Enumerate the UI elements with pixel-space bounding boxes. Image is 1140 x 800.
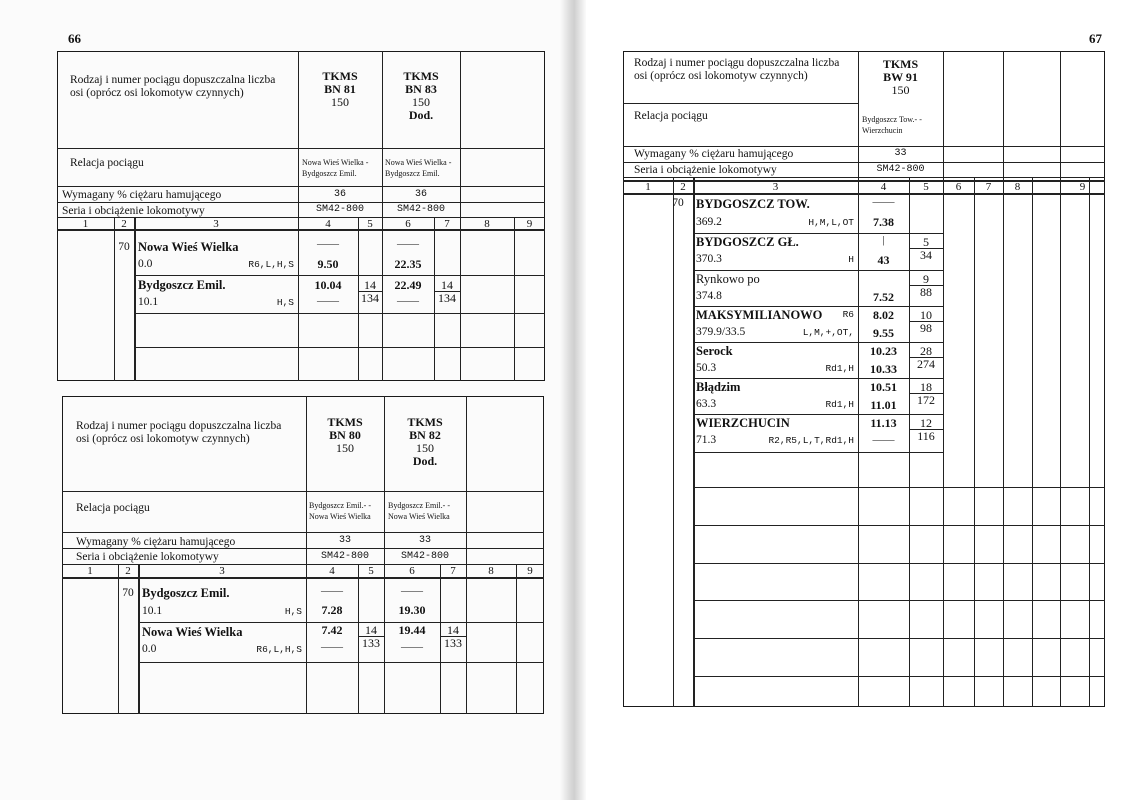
max-speed: 70 xyxy=(122,587,134,599)
relation-bn82: Bydgoszcz Emil.- - Nowa Wieś Wielka xyxy=(388,501,450,521)
col-number: 7 xyxy=(444,218,450,230)
running-time: $\frac{9}{88}$ xyxy=(909,273,943,298)
braking-label: Wymagany % ciężaru hamującego xyxy=(62,189,222,201)
station-name: WIERZCHUCIN xyxy=(696,416,790,430)
departure-time: —— xyxy=(397,295,419,307)
braking-label: Wymagany % ciężaru hamującego xyxy=(76,536,236,548)
arrival-time: —— xyxy=(321,585,343,597)
station-codes: H,S xyxy=(276,297,294,308)
loco-bw91: SM42-800 xyxy=(876,164,925,175)
train-column-bn83: TKMS BN 83 150 Dod. xyxy=(403,69,439,122)
col-number: 3 xyxy=(772,181,779,193)
station-codes: R6,L,H,S xyxy=(256,644,302,655)
station-name: Błądzim xyxy=(696,380,741,394)
braking-bw91: 33 xyxy=(894,148,907,159)
station-codes: H,M,L,OT xyxy=(808,217,854,228)
col-number: 2 xyxy=(680,181,686,193)
relation-label: Relacja pociągu xyxy=(634,110,708,122)
departure-time: 9.50 xyxy=(317,257,339,271)
right-page xyxy=(570,0,1140,800)
departure-time: —— xyxy=(872,434,895,446)
col-number: 9 xyxy=(526,218,533,230)
braking-bn81: 36 xyxy=(333,189,346,200)
page-number: 66 xyxy=(68,31,81,46)
loco-bn83: SM42-800 xyxy=(396,204,445,215)
col-number: 1 xyxy=(87,565,93,577)
col-number: 5 xyxy=(368,565,374,577)
col-number: 8 xyxy=(484,218,490,230)
station-km: 379.9/33.5 xyxy=(696,326,746,338)
station-name-code: R6 xyxy=(842,309,854,320)
train-header-label: Rodzaj i numer pociągu dopuszczalna liczba osi (oprócz osi lokomotyw czynnych) xyxy=(76,420,282,445)
col-number: 3 xyxy=(219,565,225,577)
station-km: 10.1 xyxy=(142,605,163,617)
col-number: 7 xyxy=(450,565,456,577)
running-time: $\frac{12}{116}$ xyxy=(909,417,943,442)
col-number: 3 xyxy=(213,218,219,230)
loco-bn80: SM42-800 xyxy=(320,551,369,562)
departure-time: 22.35 xyxy=(394,257,422,271)
page-number: 67 xyxy=(1089,31,1102,46)
station-codes: R2,R5,L,T,Rd1,H xyxy=(768,435,854,446)
relation-bw91: Bydgoszcz Tow.- - Wierzchucin xyxy=(862,115,922,135)
running-time: $\frac{14}{133}$ xyxy=(358,624,384,649)
station-codes: L,M,+,OT, xyxy=(802,327,854,338)
loco-label: Seria i obciążenie lokomotywy xyxy=(634,164,777,176)
station-km: 370.3 xyxy=(696,253,722,265)
station-km: 374.8 xyxy=(696,290,722,302)
arrival-time: 10.04 xyxy=(314,278,342,292)
station-codes: H xyxy=(848,254,854,265)
station-km: 63.3 xyxy=(696,398,717,410)
max-speed: 70 xyxy=(118,241,130,253)
departure-time: 7.38 xyxy=(873,215,894,229)
departure-time: 11.01 xyxy=(870,398,897,412)
departure-time: 19.30 xyxy=(398,603,426,617)
station-km: 0.0 xyxy=(138,258,153,270)
train-header-label: Rodzaj i numer pociągu dopuszczalna liczba osi (oprócz osi lokomotyw czynnych) xyxy=(70,74,276,99)
col-number: 5 xyxy=(367,218,373,230)
relation-label: Relacja pociągu xyxy=(70,157,144,169)
departure-time: —— xyxy=(317,295,339,307)
departure-time: 9.55 xyxy=(873,326,894,340)
braking-bn82: 33 xyxy=(418,535,431,546)
station-name: Rynkowo po xyxy=(696,272,760,286)
station-name: Nowa Wieś Wielka xyxy=(142,625,243,639)
running-time: $\frac{14}{134}$ xyxy=(434,279,460,304)
col-number: 6 xyxy=(409,565,415,577)
col-number: 8 xyxy=(488,565,494,577)
col-number: 9 xyxy=(1079,181,1086,193)
arrival-time: 22.49 xyxy=(394,278,422,292)
col-number: 4 xyxy=(880,181,887,193)
departure-time: —— xyxy=(401,641,423,653)
station-km: 0.0 xyxy=(142,643,157,655)
col-number: 7 xyxy=(985,181,992,193)
arrival-time: 10.23 xyxy=(870,344,897,358)
braking-bn80: 33 xyxy=(338,535,351,546)
station-name: BYDGOSZCZ GŁ. xyxy=(696,235,799,249)
relation-label: Relacja pociągu xyxy=(76,502,150,514)
col-number: 6 xyxy=(955,181,962,193)
col-number: 4 xyxy=(325,218,331,230)
station-codes: R6,L,H,S xyxy=(248,259,294,270)
station-name: BYDGOSZCZ TOW. xyxy=(696,197,810,211)
col-number: 9 xyxy=(527,565,533,577)
arrival-time: 8.02 xyxy=(873,308,894,322)
departure-time: —— xyxy=(321,641,343,653)
running-time: $\frac{18}{172}$ xyxy=(909,381,943,406)
running-time: $\frac{14}{134}$ xyxy=(358,279,382,304)
departure-time: 7.52 xyxy=(873,290,894,304)
station-codes: H,S xyxy=(284,606,302,617)
arrival-time: —— xyxy=(872,196,895,208)
loco-label: Seria i obciążenie lokomotywy xyxy=(76,551,219,563)
station-km: 369.2 xyxy=(696,216,722,228)
arrival-time: —— xyxy=(317,238,339,250)
col-number: 5 xyxy=(923,181,929,193)
relation-bn80: Bydgoszcz Emil.- - Nowa Wieś Wielka xyxy=(309,501,371,521)
relation-bn83: Nowa Wieś Wielka - Bydgoszcz Emil. xyxy=(385,158,452,178)
loco-bn82: SM42-800 xyxy=(400,551,449,562)
station-km: 10.1 xyxy=(138,296,159,308)
running-time: $\frac{28}{274}$ xyxy=(909,345,943,370)
loco-bn81: SM42-800 xyxy=(315,204,364,215)
loco-label: Seria i obciążenie lokomotywy xyxy=(62,205,205,217)
departure-time: 7.28 xyxy=(321,603,343,617)
col-number: 1 xyxy=(82,218,89,230)
col-number: 2 xyxy=(121,218,127,230)
arrival-time: 7.42 xyxy=(321,623,343,637)
arrival-time: —— xyxy=(401,585,423,597)
train-column-bw91: TKMS BW 91 150 xyxy=(882,57,919,97)
train-column-bn81: TKMS BN 81 150 xyxy=(322,69,358,109)
running-time: $\frac{10}{98}$ xyxy=(909,309,943,334)
running-time: $\frac{5}{34}$ xyxy=(909,236,943,261)
arrival-time: | xyxy=(882,234,885,246)
arrival-time: 10.51 xyxy=(870,380,897,394)
col-number: 2 xyxy=(125,565,131,577)
braking-bn83: 36 xyxy=(414,189,427,200)
station-name: Bydgoszcz Emil. xyxy=(138,278,226,292)
braking-label: Wymagany % ciężaru hamującego xyxy=(634,148,794,160)
station-name: MAKSYMILIANOWO xyxy=(696,308,823,322)
col-number: 8 xyxy=(1014,181,1021,193)
arrival-time: —— xyxy=(397,238,419,250)
running-time: $\frac{14}{133}$ xyxy=(440,624,466,649)
departure-time: 43 xyxy=(877,253,890,267)
station-km: 71.3 xyxy=(696,434,717,446)
train-header-label: Rodzaj i numer pociągu dopuszczalna liczba osi (oprócz osi lokomotyw czynnych) xyxy=(634,57,840,82)
station-name: Nowa Wieś Wielka xyxy=(138,240,239,254)
train-column-bn82: TKMS BN 82 150 Dod. xyxy=(407,415,443,468)
col-number: 6 xyxy=(405,218,411,230)
station-km: 50.3 xyxy=(696,362,717,374)
station-codes: Rd1,H xyxy=(825,399,854,410)
station-name: Bydgoszcz Emil. xyxy=(142,586,230,600)
col-number: 4 xyxy=(329,565,335,577)
arrival-time: 11.13 xyxy=(870,416,897,430)
max-speed: 70 xyxy=(672,197,684,209)
col-number: 1 xyxy=(645,181,651,193)
station-name: Serock xyxy=(696,344,733,358)
station-codes: Rd1,H xyxy=(825,363,854,374)
relation-bn81: Nowa Wieś Wielka - Bydgoszcz Emil. xyxy=(302,158,369,178)
arrival-time: 19.44 xyxy=(398,623,426,637)
train-column-bn80: TKMS BN 80 150 xyxy=(327,415,363,455)
departure-time: 10.33 xyxy=(870,362,897,376)
